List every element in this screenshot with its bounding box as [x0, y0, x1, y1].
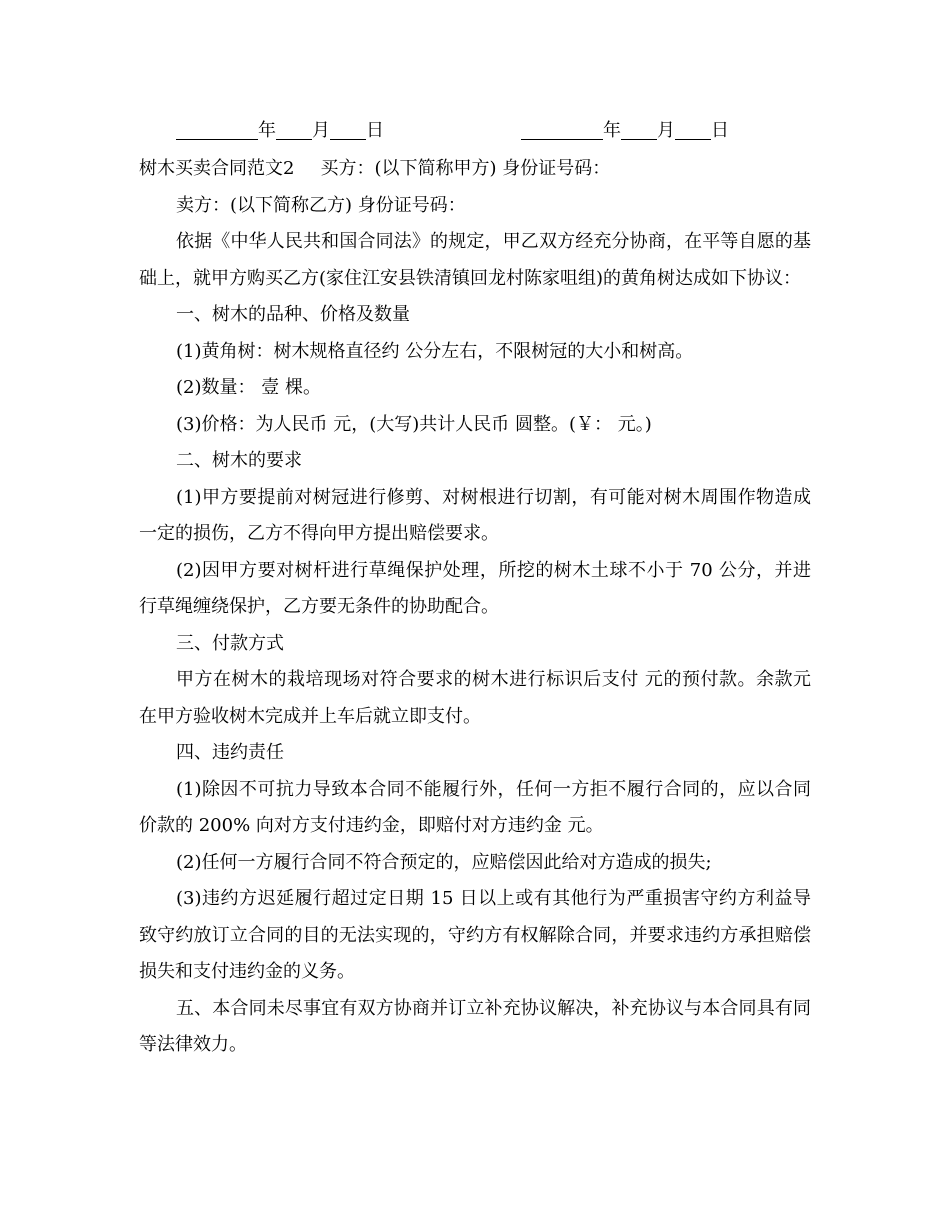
clause-item: (1)黄角树：树木规格直径约 公分左右，不限树冠的大小和树高。	[176, 340, 694, 362]
clause-item: (3)价格：为人民币 元，(大写)共计人民币 圆整。(￥： 元。)	[176, 413, 652, 435]
section-heading: 一、树木的品种、价格及数量	[176, 304, 410, 325]
contract-body	[139, 151, 811, 1064]
month-label: 月	[312, 120, 330, 141]
day-label: 日	[366, 120, 384, 141]
year-label: 年	[258, 120, 276, 141]
year-label: 年	[603, 120, 621, 141]
seller-line: 卖方：(以下简称乙方) 身份证号码：	[176, 194, 466, 216]
clause-item: (2)任何一方履行合同不符合预定的，应赔偿因此给对方造成的损失;	[176, 851, 712, 873]
month-label: 月	[657, 120, 675, 141]
clause-item: (2)因甲方要对树杆进行草绳保护处理，所挖的树木土球不小于 70 公分，并进行草绳缠绕保护，乙方要无条件的协助配合。	[139, 559, 811, 617]
day-blank	[330, 119, 366, 140]
title-line	[139, 151, 811, 188]
year-blank	[176, 119, 258, 140]
clause-item: (2)数量： 壹 棵。	[176, 377, 321, 398]
month-blank	[276, 119, 312, 140]
month-blank	[621, 119, 657, 140]
clause-item: (3)违约方迟延履行超过定日期 15 日以上或有其他行为严重损害守约方利益导致守约放订立合同的目的无法实现的，守约方有权解除合同，并要求违约方承担赔偿损失和支付违约金的义务。	[139, 888, 811, 982]
signature-date-row	[0, 116, 950, 146]
day-label: 日	[711, 120, 729, 141]
seller-date	[521, 116, 729, 146]
document-title: 树木买卖合同范文2	[139, 158, 295, 179]
year-blank	[521, 119, 603, 140]
buyer-line: 买方：(以下简称甲方) 身份证号码：	[320, 158, 611, 179]
payment-paragraph: 甲方在树木的栽培现场对符合要求的树木进行标识后支付 元的预付款。余款元在甲方验收树木完成并上车后就立即支付。	[139, 669, 811, 727]
clause-item: (1)甲方要提前对树冠进行修剪、对树根进行切割，有可能对树木周围作物造成一定的损伤，乙方不得向甲方提出赔偿要求。	[139, 486, 811, 544]
section-heading: 二、树木的要求	[176, 450, 302, 471]
buyer-date	[176, 116, 384, 146]
day-blank	[675, 119, 711, 140]
final-clause: 五、本合同未尽事宜有双方协商并订立补充协议解决，补充协议与本合同具有同等法律效力。	[139, 997, 811, 1055]
clause-item: (1)除因不可抗力导致本合同不能履行外，任何一方拒不履行合同的，应以合同价款的 200% 向对方支付违约金，即赔付对方违约金 元。	[139, 778, 811, 836]
section-heading: 四、违约责任	[176, 742, 284, 763]
section-heading: 三、付款方式	[176, 632, 284, 654]
intro-paragraph: 依据《中华人民共和国合同法》的规定，甲乙双方经充分协商，在平等自愿的基础上，就甲方购买乙方(家住江安县铁清镇回龙村陈家咀组)的黄角树达成如下协议：	[139, 231, 811, 289]
